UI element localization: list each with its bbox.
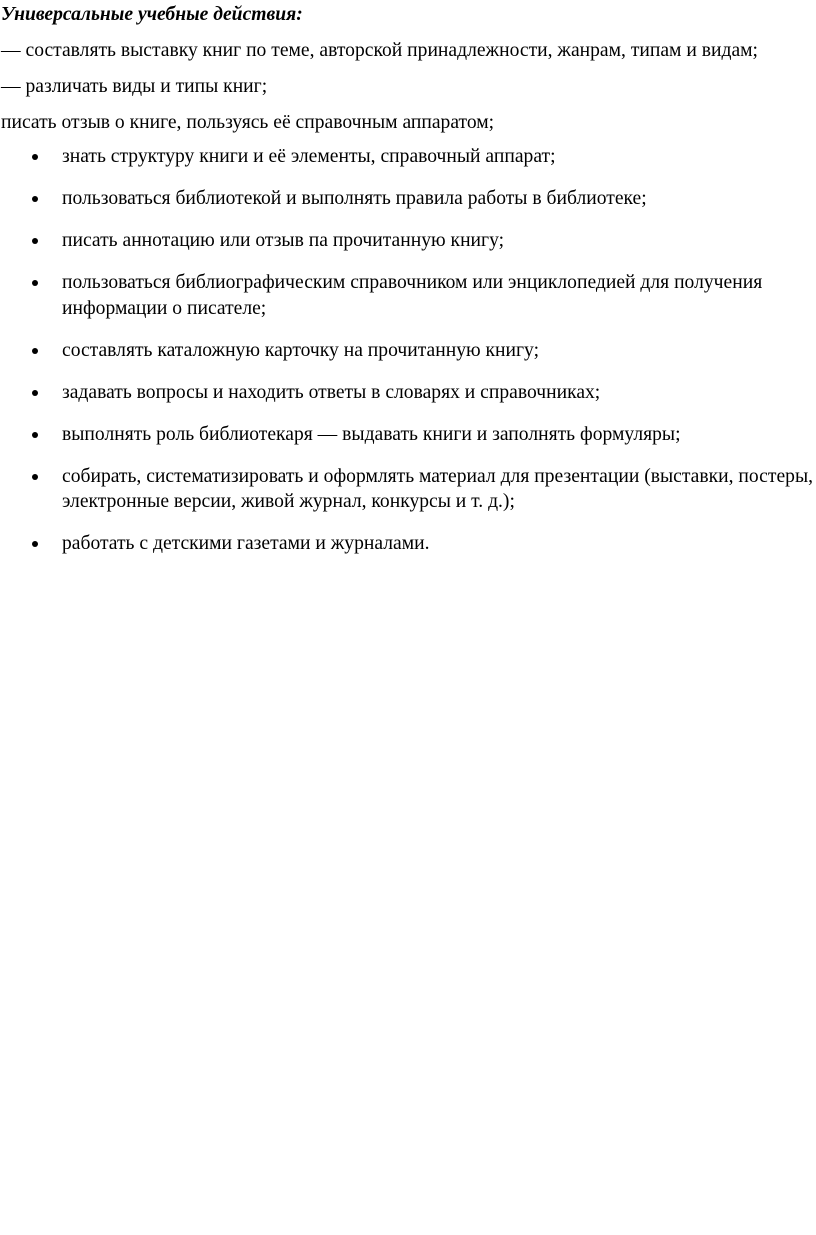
bullet-icon [32,238,38,244]
list-item [0,338,816,364]
list-item-text: работать с детскими газетами и журналами. [62,533,430,554]
dash-line-book-types: — различать виды и типы книг; [1,76,268,97]
bullet-icon [32,196,38,202]
bullet-icon [32,474,38,480]
bullet-icon [32,280,38,286]
bullet-icon [32,432,38,438]
bullet-icon [32,348,38,354]
list-item-text: задавать вопросы и находить ответы в словарях и справочниках; [62,381,601,403]
list-item [0,228,816,254]
section-heading: Универсальные учебные действия: [1,4,303,25]
list-item-text: пользоваться библиографическим справочником или энциклопедией для получения информации о писателе; [62,272,763,319]
list-item-text: писать аннотацию или отзыв па прочитанную книгу; [62,230,505,251]
list-item-text: пользоваться библиотекой и выполнять правила работы в библиотеке; [62,188,647,209]
list-item-text: выполнять роль библиотекаря — выдавать книги и заполнять формуляры; [62,423,681,445]
list-item [0,270,816,321]
list-item [0,464,816,515]
list-item [0,186,816,212]
bullet-icon [32,154,38,160]
dash-line-exhibition: — составлять выставку книг по теме, авторской принадлежности, жанрам, типам и видам; [1,40,758,61]
list-item-text: знать структуру книги и её элементы, справочный аппарат; [62,146,556,167]
list-item-text: собирать, систематизировать и оформлять материал для презентации (выставки, постеры, электронные версии, живой журнал, конкурсы и т. д.); [62,465,814,512]
line-review: писать отзыв о книге, пользуясь её справочным аппаратом; [1,112,495,133]
skills-bullet-list [0,144,816,573]
list-item [0,422,816,448]
list-item [0,531,816,557]
bullet-icon [32,390,38,396]
list-item-text: составлять каталожную карточку на прочитанную книгу; [62,339,540,361]
list-item [0,144,816,170]
bullet-icon [32,541,38,547]
list-item [0,380,816,406]
